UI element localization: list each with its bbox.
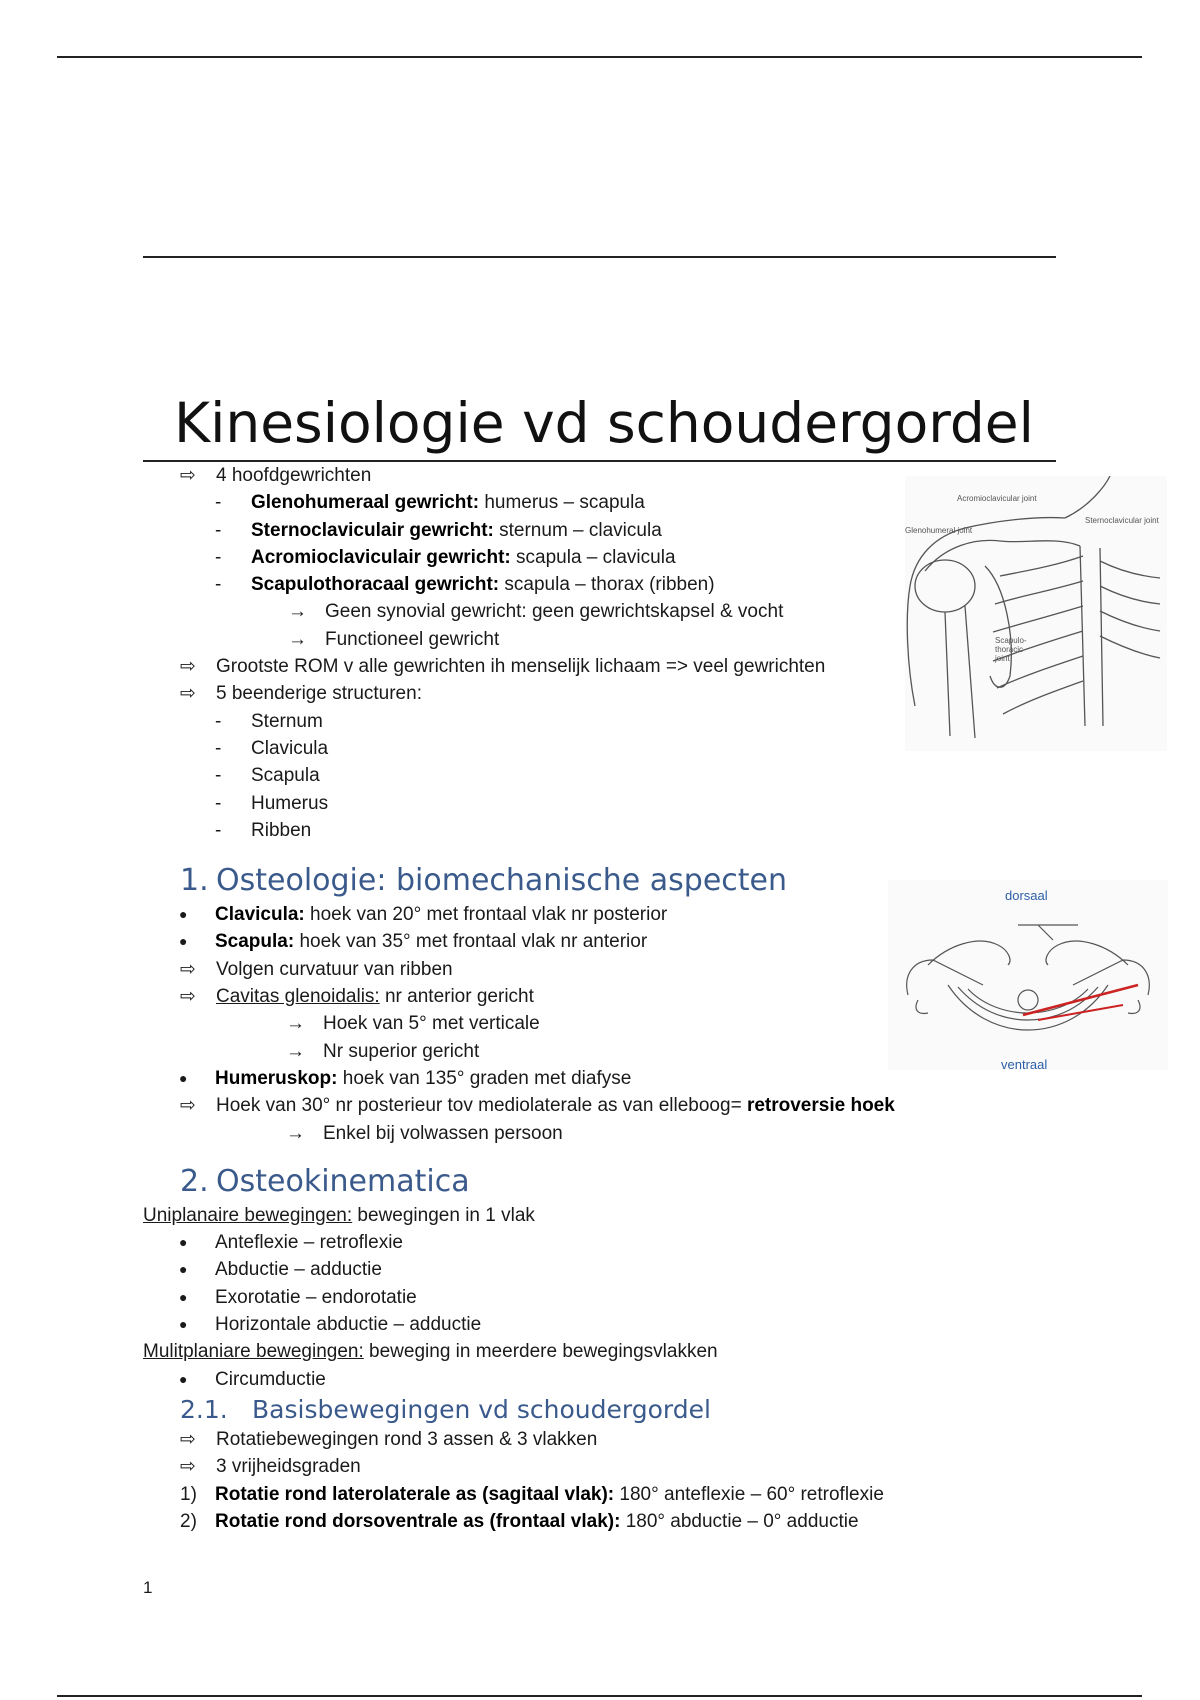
dash-icon: - — [215, 819, 222, 841]
list-item: → Functioneel gewricht — [143, 626, 1043, 653]
list-item: → Enkel bij volwassen persoon — [143, 1120, 1043, 1147]
dash-icon: - — [215, 710, 222, 732]
list-item: → Geen synovial gewricht: geen gewrichtskapsel & vocht — [143, 598, 1043, 625]
bullet-icon: ● — [179, 1370, 188, 1387]
list-item: ● Horizontale abductie – adductie — [143, 1311, 1043, 1338]
right-arrow-icon: → — [288, 601, 307, 623]
paragraph: Mulitplaniare bewegingen: beweging in meerdere bewegingsvlakken — [143, 1341, 718, 1363]
list-item: ● Anteflexie – retroflexie — [143, 1229, 1043, 1256]
bullet-icon: ● — [179, 1234, 188, 1251]
arrow-icon: ⇨ — [180, 958, 196, 980]
arrow-icon: ⇨ — [180, 1095, 196, 1117]
dash-icon: - — [215, 492, 222, 514]
figure-label: Glenohumeral joint — [905, 526, 973, 535]
dash-icon: - — [215, 792, 222, 814]
list-item: ● Abductie – adductie — [143, 1256, 1043, 1283]
list-item: ● Scapula: hoek van 35° met frontaal vlak nr anterior — [143, 928, 1043, 955]
shoulder-anatomy-figure — [905, 476, 1167, 751]
list-item: ● Clavicula: hoek van 20° met frontaal vlak nr posterior — [143, 901, 1043, 928]
footer-rule — [57, 1695, 1142, 1697]
list-item: ⇨ 3 vrijheidsgraden — [143, 1453, 1043, 1480]
bullet-icon: ● — [179, 1069, 188, 1086]
bullet-icon: ● — [179, 1261, 188, 1278]
figure-label-ventraal: ventraal — [1001, 1057, 1048, 1072]
right-arrow-icon: → — [288, 628, 307, 650]
bullet-icon: ● — [179, 906, 188, 923]
dash-icon: - — [215, 519, 222, 541]
list-item: ⇨ 5 beenderige structuren: — [143, 680, 1043, 707]
paragraph: Uniplanaire bewegingen: bewegingen in 1 vlak — [143, 1204, 535, 1226]
arrow-icon: ⇨ — [180, 465, 196, 486]
arrow-icon: ⇨ — [180, 1428, 196, 1450]
figure-label: Scapulo-thoracic joint — [995, 636, 1027, 663]
list-item: → Nr superior gericht — [143, 1038, 1043, 1065]
subsection-heading-basisbewegingen: 2.1. Basisbewegingen vd schoudergordel — [180, 1394, 711, 1424]
list-item: ● Exorotatie – endorotatie — [143, 1284, 1043, 1311]
right-arrow-icon: → — [286, 1040, 305, 1062]
arrow-icon: ⇨ — [180, 986, 196, 1008]
bullet-icon: ● — [179, 1288, 188, 1305]
list-item: - Scapulothoracaal gewricht: scapula – thorax (ribben) — [143, 571, 1043, 598]
scapula-orientation-figure — [888, 880, 1168, 1070]
bullet-icon: ● — [179, 1316, 188, 1333]
right-arrow-icon: → — [286, 1013, 305, 1035]
list-item: → Hoek van 5° met verticale — [143, 1010, 1043, 1037]
transverse-illustration — [888, 905, 1168, 1055]
list-item: ⇨ Hoek van 30° nr posterieur tov mediolaterale as van elleboog= retroversie hoek — [143, 1092, 1043, 1119]
list-item: - Scapula — [143, 762, 1043, 789]
list-item: ⇨ Volgen curvatuur van ribben — [143, 956, 1043, 983]
list-item: - Glenohumeraal gewricht: humerus – scapula — [143, 489, 1043, 516]
numbered-item: 2) Rotatie rond dorsoventrale as (frontaal vlak): 180° abductie – 0° adductie — [180, 1510, 859, 1532]
page-title: Kinesiologie vd schoudergordel — [174, 391, 1034, 455]
dash-icon: - — [215, 737, 222, 759]
dash-icon: - — [215, 546, 222, 568]
list-item: ⇨ Cavitas glenoidalis: nr anterior gericht — [143, 983, 1043, 1010]
list-item: - Humerus — [143, 790, 1043, 817]
list-item: - Sternum — [143, 708, 1043, 735]
section-heading-osteologie: 1. Osteologie: biomechanische aspecten — [180, 863, 788, 899]
list-item: - Sternoclaviculair gewricht: sternum – clavicula — [143, 517, 1043, 544]
list-item: ● Circumductie — [143, 1366, 1043, 1393]
numbered-item: 1) Rotatie rond laterolaterale as (sagitaal vlak): 180° anteflexie – 60° retroflexie — [180, 1483, 884, 1505]
list-item: ● Humeruskop: hoek van 135° graden met diafyse — [143, 1065, 1043, 1092]
list-item: ⇨ Grootste ROM v alle gewrichten ih menselijk lichaam => veel gewrichten — [143, 653, 1043, 680]
page-number: 1 — [143, 1578, 153, 1597]
figure-label: Acromioclavicular joint — [957, 494, 1037, 503]
header-rule — [57, 56, 1142, 58]
list-item: ⇨ Rotatiebewegingen rond 3 assen & 3 vlakken — [143, 1426, 1043, 1453]
figure-label-dorsaal: dorsaal — [1005, 888, 1048, 903]
dash-icon: - — [215, 574, 222, 596]
list-item: - Clavicula — [143, 735, 1043, 762]
list-item: ⇨ 4 hoofdgewrichten — [143, 462, 1043, 489]
section-heading-osteokinematica: 2. Osteokinematica — [180, 1163, 470, 1199]
list-item: - Acromioclaviculair gewricht: scapula – clavicula — [143, 544, 1043, 571]
arrow-icon: ⇨ — [180, 656, 196, 678]
dash-icon: - — [215, 765, 222, 787]
arrow-icon: ⇨ — [180, 1456, 196, 1478]
right-arrow-icon: → — [286, 1122, 305, 1144]
list-item: - Ribben — [143, 817, 1043, 844]
arrow-icon: ⇨ — [180, 683, 196, 705]
title-upper-rule — [143, 256, 1056, 258]
bullet-icon: ● — [179, 933, 188, 950]
figure-label: Sternoclavicular joint — [1085, 516, 1159, 525]
